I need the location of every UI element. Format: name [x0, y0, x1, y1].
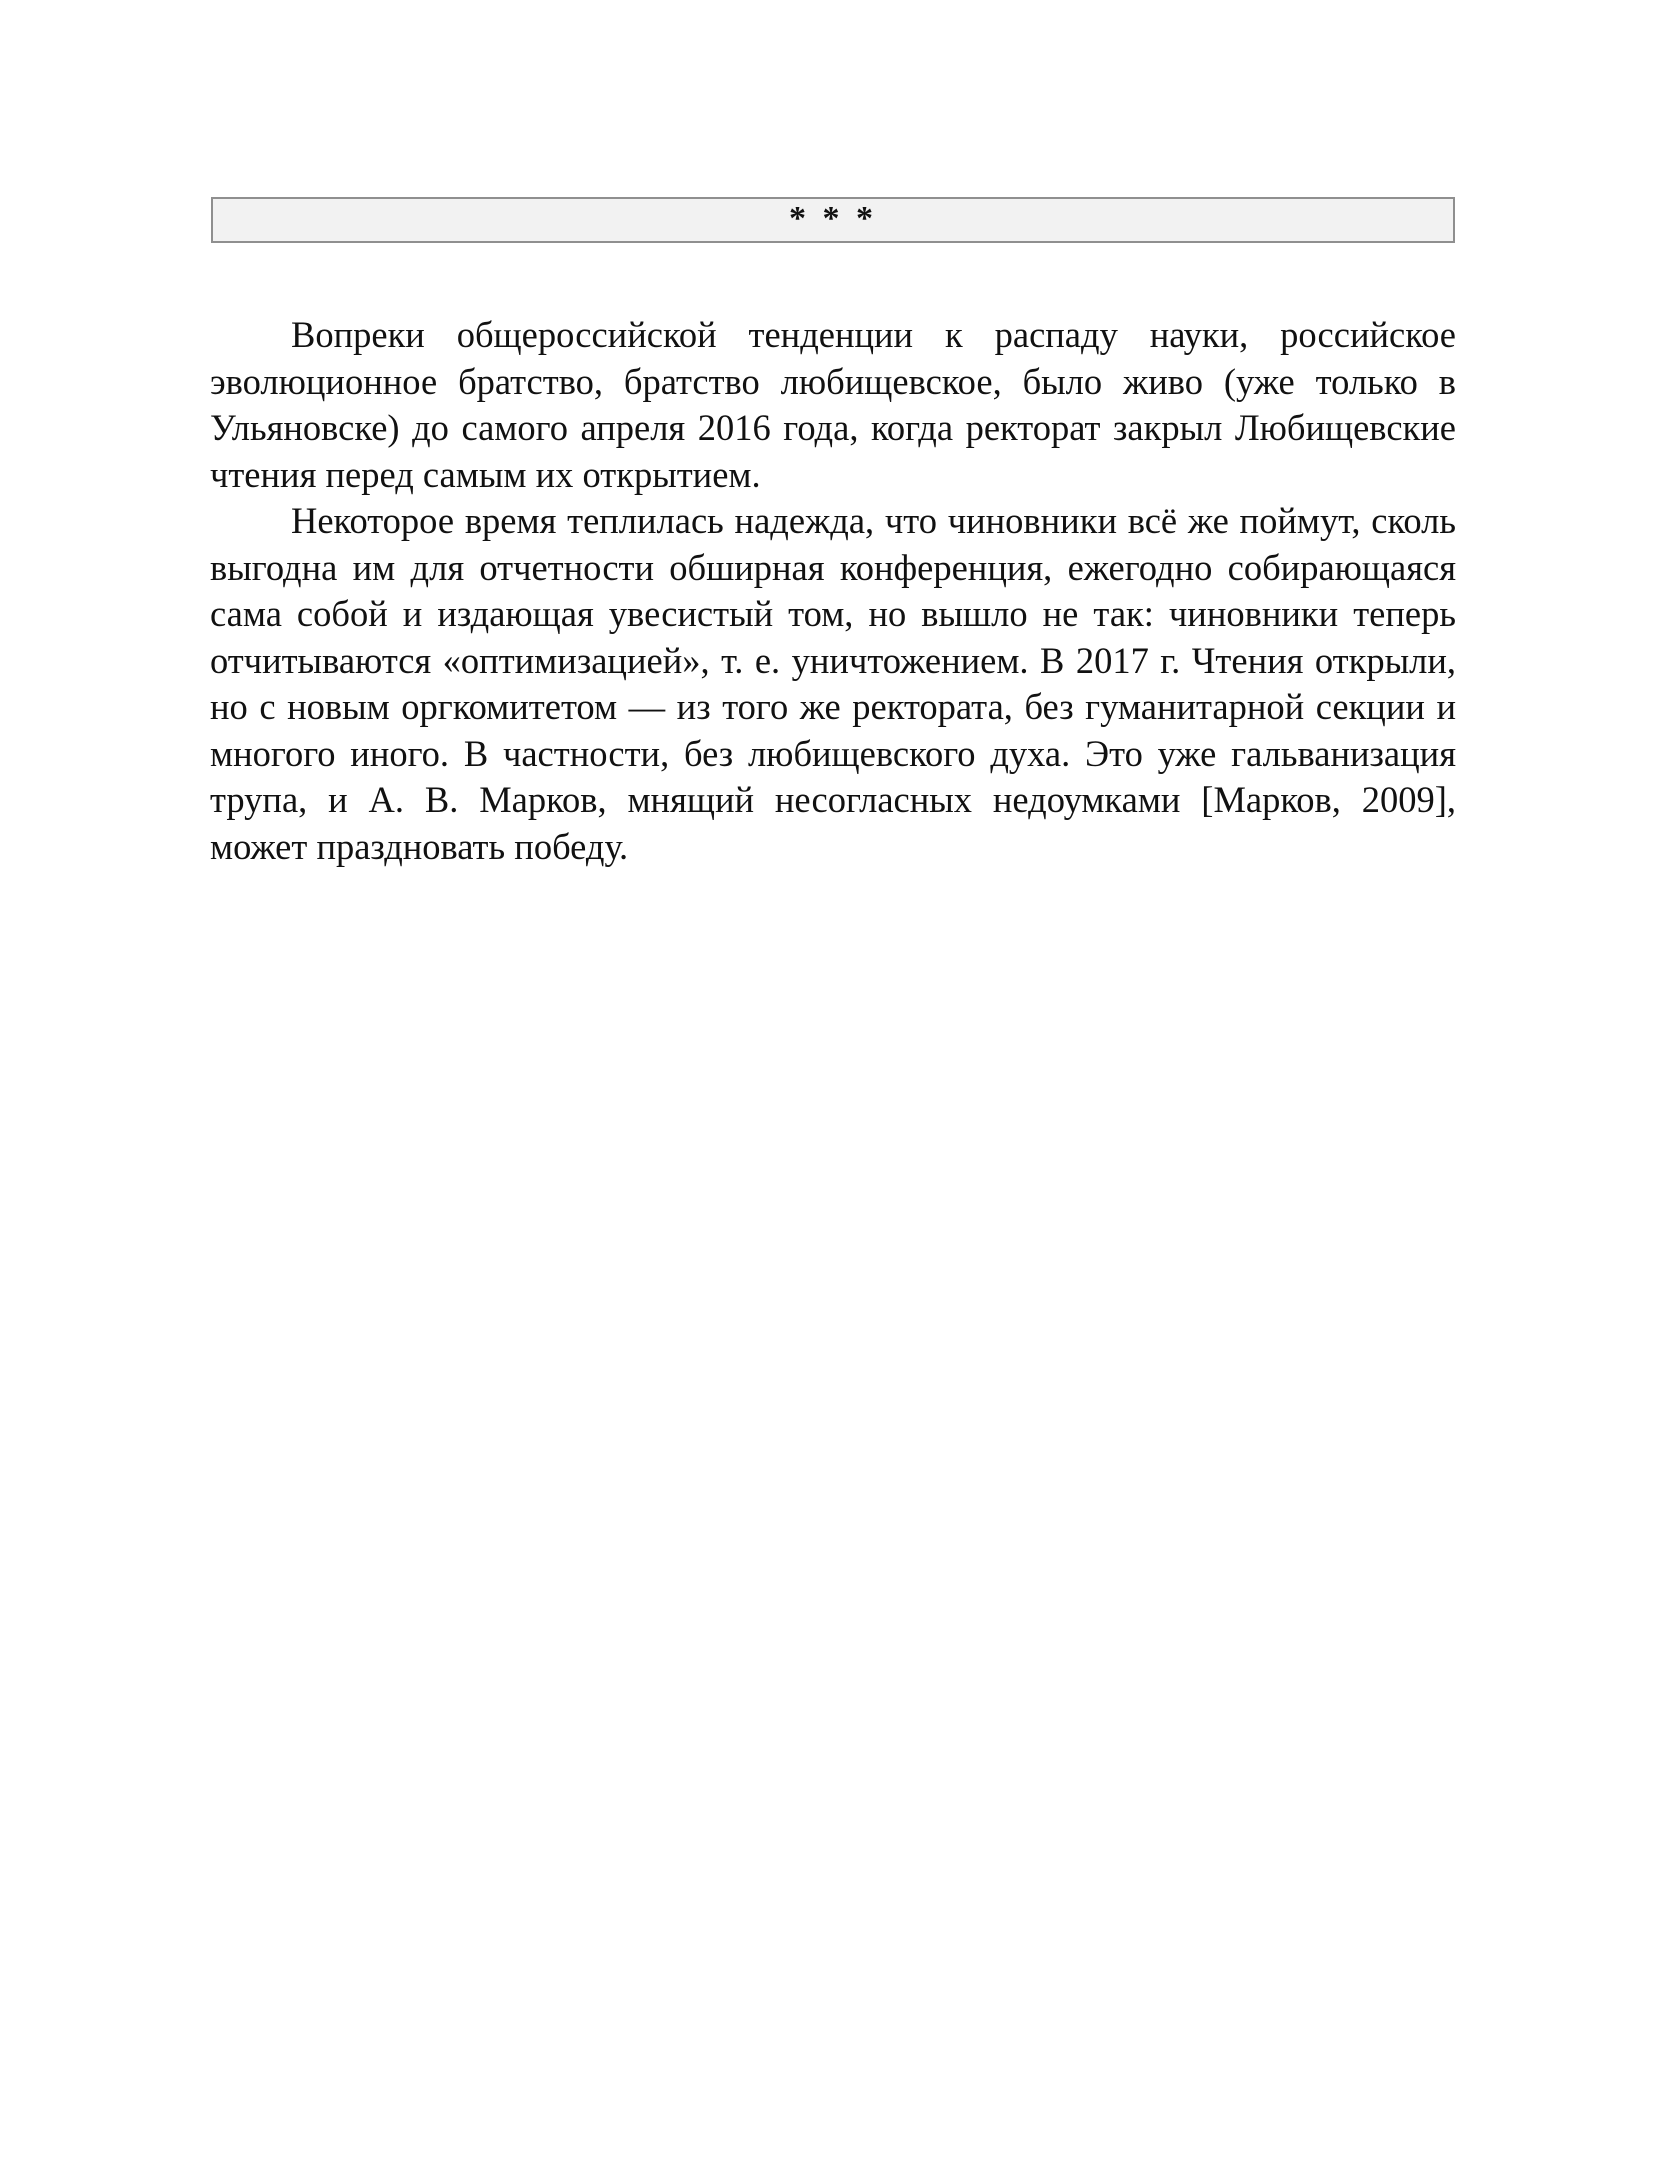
paragraph-1: Вопреки общероссийской тенденции к распаду науки, российское эволюционное братство, братство любищевское, было живо (уже только в Ульяновске) до самого апреля 2016 года, когда ректорат закрыл Любищевские чтения перед самым их открытием.: [210, 314, 1456, 495]
section-separator: [211, 197, 1455, 243]
body-text: [210, 312, 1456, 870]
separator-asterisks: * * *: [789, 200, 877, 237]
paragraph-2: Некоторое время теплилась надежда, что чиновники всё же поймут, сколь выгодна им для отчетности обширная конференция, ежегодно собирающаяся сама собой и издающая увесистый том, но вышло не так: чиновники теперь отчитываются «оптимизацией», т. е. уничтожением. В 2017 г. Чтения открыли, но с новым оргкомитетом — из того же ректората, без гуманитарной секции и многого иного. В частности, без любищевского духа. Это уже гальванизация трупа, и А. В. Марков, мнящий несогласных недоумками [Марков, 2009], может праздновать победу.: [210, 500, 1456, 867]
